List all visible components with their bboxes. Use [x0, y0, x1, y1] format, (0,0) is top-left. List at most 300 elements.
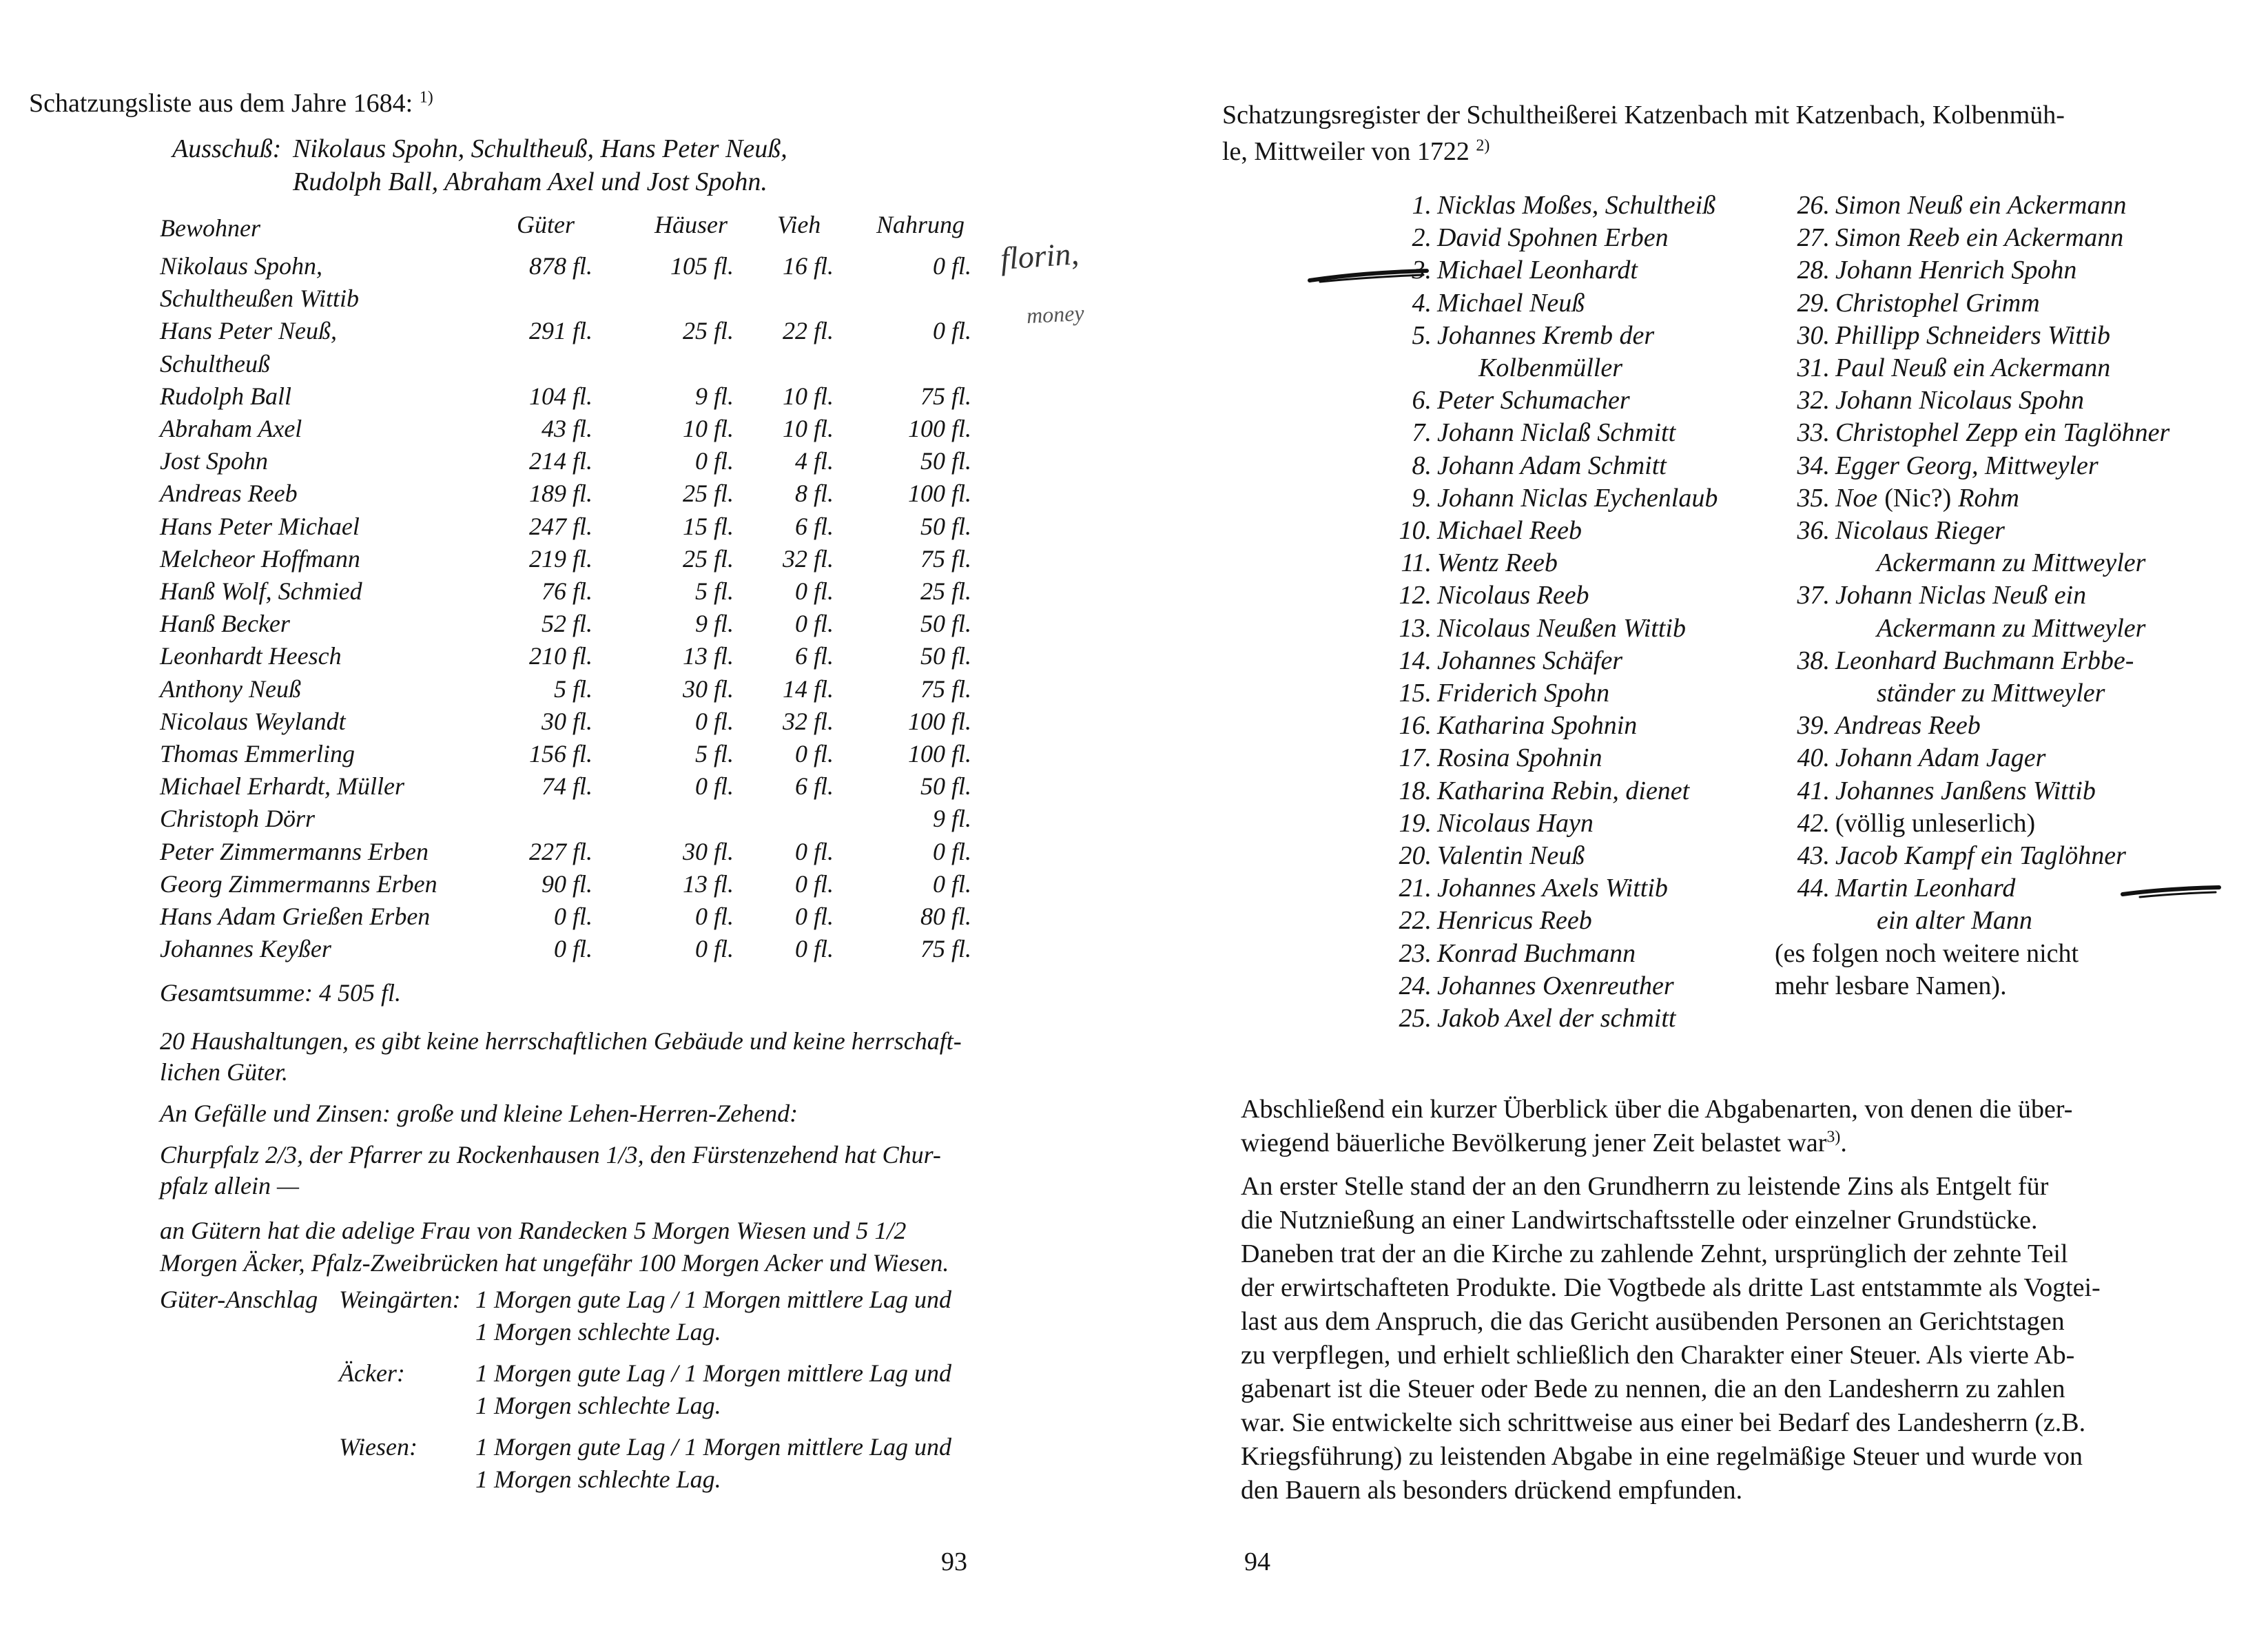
register-entry-number: 1.	[1412, 191, 1432, 220]
register-entry-number: 33.	[1797, 418, 1830, 448]
col-header-guter: Güter	[517, 211, 575, 238]
anschlag-weingarten-line-2: 1 Morgen schlechte Lag.	[475, 1318, 721, 1346]
register-entry-number: 9.	[1412, 483, 1432, 513]
table-cell-guter: 189 fl.	[528, 480, 592, 508]
summary-para-text: wiegend bäuerliche Bevölkerung jener Zeit belastet war	[1241, 1129, 1827, 1157]
table-cell-hauser: 10 fl.	[682, 415, 734, 442]
table-cell-hauser: 0 fl.	[694, 903, 734, 930]
total-sum: Gesamtsumme: 4 505 fl.	[160, 979, 401, 1007]
register-entry-text: mehr lesbare Namen).	[1775, 971, 2007, 1000]
table-cell-vieh: 16 fl.	[782, 252, 834, 280]
table-cell-hauser: 105 fl.	[670, 252, 734, 280]
register-entry-number: 18.	[1399, 776, 1432, 805]
table-cell-guter: 219 fl.	[528, 544, 592, 573]
register-entry-name	[1437, 1003, 1676, 1033]
table-cell-name: Andreas Reeb	[160, 480, 298, 508]
summary-para-line-2: wiegend bäuerliche Bevölkerung jener Zeit belastet war$^{3)}$.	[1241, 1128, 1847, 1157]
table-cell-name: Michael Erhardt, Müller	[160, 772, 404, 801]
table-cell-name: Thomas Emmerling	[160, 740, 355, 768]
table-cell-guter: 52 fl.	[541, 610, 592, 638]
ausschuss-label: Ausschuß:	[172, 134, 282, 163]
table-cell-vieh: 0 fl.	[794, 869, 834, 898]
table-cell-hauser: 5 fl.	[694, 740, 734, 768]
table-cell-vieh: 8 fl.	[794, 480, 834, 508]
levies-paragraph-line: zu verpflegen, und erhielt schließlich den Charakter einer Steuer. Als vierte Ab-	[1241, 1341, 2075, 1370]
table-cell-nahrung: 50 fl.	[920, 447, 971, 475]
register-entry-name	[1437, 418, 1676, 448]
register-entry-text: Johannes Schäfer	[1437, 646, 1623, 675]
register-entry-number: 21.	[1399, 874, 1432, 903]
table-cell-name: Georg Zimmermanns Erben	[160, 869, 437, 898]
table-cell-vieh: 32 fl.	[782, 707, 834, 735]
table-cell-guter: 74 fl.	[541, 772, 592, 801]
register-entry-name	[1877, 548, 2145, 578]
footnote-ref-1: 1)	[419, 88, 433, 107]
register-entry-number: 4.	[1412, 288, 1432, 318]
register-entry-text: Nicolaus Neußen Wittib	[1437, 613, 1686, 643]
table-cell-hauser: 0 fl.	[694, 772, 734, 801]
table-cell-name: Leonhardt Heesch	[160, 642, 342, 670]
levies-paragraph-line: die Nutznießung an einer Landwirtschaftsstelle oder einzelner Grundstücke.	[1241, 1206, 2038, 1235]
register-entry-name	[1835, 710, 1981, 741]
register-entry-number: 35.	[1797, 483, 1830, 513]
table-cell-nahrung: 100 fl.	[907, 740, 971, 768]
handwritten-note-money: money	[1026, 300, 1085, 329]
register-entry-text: Noe	[1835, 483, 1878, 513]
guetern-line-1: an Gütern hat die adelige Frau von Randecken 5 Morgen Wiesen und 5 1/2	[160, 1217, 907, 1244]
table-cell-guter: 156 fl.	[528, 740, 592, 768]
table-cell-nahrung: 100 fl.	[907, 480, 971, 508]
table-cell-hauser: 25 fl.	[682, 544, 734, 573]
anschlag-wiesen-label: Wiesen:	[339, 1433, 417, 1461]
register-entry-number: 19.	[1399, 808, 1432, 838]
register-entry-text: Johann Adam Schmitt	[1437, 451, 1667, 480]
register-entry-name	[1835, 288, 2040, 318]
table-cell-guter: 90 fl.	[541, 869, 592, 898]
register-entry-number: 8.	[1412, 451, 1432, 480]
register-entry-text: Rosina Spohnin	[1437, 743, 1602, 773]
register-entry-name	[1877, 905, 2032, 936]
table-cell-name: Christoph Dörr	[160, 805, 316, 833]
gefaelle-line: An Gefälle und Zinsen: große und kleine Lehen-Herren-Zehend:	[160, 1100, 798, 1127]
levies-paragraph-line: An erster Stelle stand der an den Grundherrn zu leistende Zins als Entgelt für	[1241, 1172, 2049, 1201]
register-entry-number: 29.	[1797, 288, 1830, 318]
register-entry-text: Nicolaus Rieger	[1835, 516, 2005, 545]
register-entry-name	[1437, 320, 1654, 351]
list-heading-1684	[29, 88, 433, 119]
register-entry-text: Leonhard Buchmann Erbbe-	[1835, 646, 2134, 675]
table-cell-vieh: 0 fl.	[794, 837, 834, 865]
levies-paragraph-line: war. Sie entwickelte sich schrittweise aus einer bei Bedarf des Landesherrn (z.B.	[1241, 1408, 2086, 1437]
table-cell-guter: 0 fl.	[553, 935, 592, 963]
register-entry-text: Johannes Axels Wittib	[1437, 874, 1668, 903]
col-header-bewohner: Bewohner	[160, 214, 260, 242]
register-entry-name	[1835, 223, 2123, 253]
table-cell-vieh: 0 fl.	[794, 903, 834, 930]
register-entry-text: Henricus Reeb	[1437, 906, 1592, 936]
register-entry-text: Katharina Spohnin	[1437, 711, 1638, 741]
levies-paragraph-line: Daneben trat der an die Kirche zu zahlende Zehnt, ursprünglich der zehnte Teil	[1241, 1239, 2068, 1268]
table-cell-name: Johannes Keyßer	[160, 935, 331, 963]
table-cell-name: Jost Spohn	[160, 447, 268, 475]
table-cell-guter: 0 fl.	[553, 903, 592, 930]
register-entry-text: Johann Niclaß Schmitt	[1437, 418, 1676, 448]
table-cell-nahrung: 50 fl.	[920, 772, 971, 801]
table-cell-guter: 878 fl.	[528, 252, 592, 280]
register-entry-name	[1437, 255, 1638, 285]
register-entry-number: 27.	[1797, 223, 1830, 253]
register-entry-name	[1835, 190, 2127, 220]
levies-paragraph-line: den Bauern als besonders drückend empfunden.	[1241, 1476, 1743, 1505]
table-cell-guter: 210 fl.	[528, 642, 592, 670]
register-entry-name	[1775, 971, 2007, 1001]
table-cell-name: Melcheor Hoffmann	[160, 544, 360, 573]
table-cell-guter: 214 fl.	[528, 447, 592, 475]
register-heading-line-1: Schatzungsregister der Schultheißerei Katzenbach mit Katzenbach, Kolbenmüh-	[1222, 101, 2065, 130]
register-entry-number: 39.	[1797, 711, 1830, 741]
register-entry-name	[1437, 190, 1715, 220]
register-entry-text: Michael Reeb	[1437, 516, 1582, 545]
handwritten-note-florin: florin,	[999, 236, 1080, 276]
churpfalz-line-2: pfalz allein —	[160, 1172, 300, 1199]
register-entry-number: 22.	[1399, 906, 1432, 936]
register-entry-text: Phillipp Schneiders Wittib	[1835, 320, 2110, 350]
table-cell-hauser: 0 fl.	[694, 447, 734, 475]
register-entry-text: (völlig unleserlich)	[1835, 808, 2036, 838]
register-entry-text: Johann Niclas Neuß ein	[1835, 581, 2087, 610]
table-cell-vieh: 6 fl.	[794, 512, 834, 540]
table-cell-name: Peter Zimmermanns Erben	[160, 837, 429, 865]
table-cell-guter: 43 fl.	[541, 415, 592, 442]
register-entry-name	[1437, 288, 1585, 318]
register-entry-text: Christophel Zepp ein Taglöhner	[1835, 418, 2170, 448]
register-entry-text: Nicolaus Reeb	[1437, 581, 1589, 610]
table-cell-name: Rudolph Ball	[160, 382, 291, 410]
table-cell-vieh: 0 fl.	[794, 577, 834, 605]
register-entry-text: Johannes Janßens Wittib	[1835, 776, 2096, 805]
register-entry-number: 36.	[1797, 516, 1830, 545]
register-entry-name	[1877, 613, 2145, 643]
register-entry-name	[1478, 353, 1622, 383]
register-entry-name	[1835, 385, 2084, 415]
table-cell-nahrung: 0 fl.	[932, 837, 971, 865]
anschlag-wiesen-line-2: 1 Morgen schlechte Lag.	[475, 1465, 721, 1493]
register-entry-text: Andreas Reeb	[1835, 711, 1981, 741]
table-cell-nahrung: 0 fl.	[932, 869, 971, 898]
register-entry-name	[1437, 710, 1637, 741]
register-entry-text: Michael Leonhardt	[1437, 256, 1638, 285]
register-entry-text: Wentz Reeb	[1437, 548, 1558, 578]
register-entry-text: Ackermann zu Mittweyler	[1877, 613, 2146, 643]
register-entry-number: 43.	[1797, 841, 1830, 870]
register-entry-name	[1437, 580, 1589, 610]
register-entry-name	[1835, 873, 2015, 903]
register-entry-name	[1437, 678, 1609, 708]
table-cell-vieh: 10 fl.	[782, 415, 834, 442]
register-entry-number: 38.	[1797, 646, 1830, 675]
register-entry-name	[1437, 646, 1622, 676]
register-entry-text: David Spohnen Erben	[1437, 223, 1669, 253]
register-entry-text: Valentin Neuß	[1437, 841, 1585, 870]
register-entry-number: 14.	[1399, 646, 1432, 675]
table-cell-vieh: 14 fl.	[782, 674, 834, 703]
table-cell-hauser: 30 fl.	[682, 837, 734, 865]
table-cell-hauser: 5 fl.	[694, 577, 734, 605]
register-heading-text: le, Mittweiler von 1722	[1222, 137, 1470, 166]
register-entry-number: 34.	[1797, 451, 1830, 480]
table-cell-guter: 104 fl.	[528, 382, 592, 410]
register-entry-number: 3.	[1412, 256, 1432, 285]
register-entry-text: Nicolaus Hayn	[1437, 808, 1594, 838]
table-cell-nahrung: 75 fl.	[920, 935, 971, 963]
register-entry-number: 17.	[1399, 743, 1432, 773]
register-entry-number: 20.	[1399, 841, 1432, 870]
register-entry-uncertain: (Nic?)	[1884, 483, 1952, 513]
table-cell-vieh: 6 fl.	[794, 642, 834, 670]
ausschuss-line-2: Rudolph Ball, Abraham Axel und Jost Spohn.	[293, 167, 767, 196]
table-cell-guter: 5 fl.	[553, 674, 592, 703]
register-entry-text: Johann Nicolaus Spohn	[1835, 386, 2084, 415]
table-cell-vieh: 4 fl.	[794, 447, 834, 475]
register-entry-name	[1835, 418, 2169, 448]
churpfalz-line-1: Churpfalz 2/3, der Pfarrer zu Rockenhausen 1/3, den Fürstenzehend hat Chur-	[160, 1141, 941, 1168]
table-cell-nahrung: 0 fl.	[932, 317, 971, 345]
households-line-1: 20 Haushaltungen, es gibt keine herrschaftlichen Gebäude und keine herrschaft-	[160, 1027, 962, 1055]
table-cell-vieh: 0 fl.	[794, 610, 834, 638]
table-cell-nahrung: 75 fl.	[920, 544, 971, 573]
register-entry-text: Katharina Rebin, dienet	[1437, 776, 1690, 805]
register-entry-number: 6.	[1412, 386, 1432, 415]
table-cell-nahrung: 50 fl.	[920, 512, 971, 540]
table-cell-hauser: 13 fl.	[682, 642, 734, 670]
register-entry-name	[1437, 385, 1630, 415]
register-entry-number: 5.	[1412, 320, 1432, 350]
register-entry-text: Egger Georg, Mittweyler	[1835, 451, 2099, 480]
table-cell-name: Hans Peter Neuß,	[160, 317, 337, 345]
register-entry-text: Michael Neuß	[1437, 288, 1585, 318]
table-cell-nahrung: 80 fl.	[920, 903, 971, 930]
register-entry-number: 30.	[1797, 320, 1830, 350]
register-entry-number: 37.	[1797, 581, 1830, 610]
register-entry-text: Jacob Kampf ein Taglöhner	[1835, 841, 2126, 870]
register-entry-number: 11.	[1401, 548, 1432, 578]
table-cell-guter: 30 fl.	[541, 707, 592, 735]
register-entry-number: 16.	[1399, 711, 1432, 741]
register-entry-name	[1437, 808, 1594, 838]
register-entry-text: Johann Adam Jager	[1835, 743, 2046, 773]
table-cell-name-cont: Schultheuß	[160, 349, 270, 378]
register-entry-name	[1835, 776, 2096, 806]
register-entry-number: 42.	[1797, 808, 1830, 838]
table-cell-vieh: 32 fl.	[782, 544, 834, 573]
table-cell-nahrung: 9 fl.	[932, 805, 971, 833]
table-cell-name: Hanß Wolf, Schmied	[160, 577, 362, 605]
register-entry-text: Johannes Oxenreuther	[1437, 971, 1674, 1000]
register-heading-line-2	[1222, 136, 1489, 167]
table-cell-nahrung: 100 fl.	[907, 707, 971, 735]
page-number-94: 94	[1244, 1547, 1270, 1576]
table-cell-nahrung: 50 fl.	[920, 642, 971, 670]
levies-paragraph-line: gabenart ist die Steuer oder Bede zu nennen, die an den Landesherrn zu zahlen	[1241, 1374, 2065, 1403]
register-entry-text: Johannes Kremb der	[1437, 320, 1655, 350]
table-cell-hauser: 30 fl.	[682, 674, 734, 703]
table-cell-guter: 247 fl.	[528, 512, 592, 540]
table-cell-hauser: 9 fl.	[694, 382, 734, 410]
table-cell-nahrung: 50 fl.	[920, 610, 971, 638]
table-cell-hauser: 0 fl.	[694, 707, 734, 735]
register-entry-name	[1835, 841, 2126, 871]
levies-paragraph-line: last aus dem Anspruch, die das Gericht ausübenden Personen an Gerichtstagen	[1241, 1307, 2065, 1336]
register-entry-number: 44.	[1797, 874, 1830, 903]
col-header-vieh: Vieh	[777, 211, 821, 238]
table-cell-name-cont: Schultheußen Wittib	[160, 285, 359, 313]
households-line-2: lichen Güter.	[160, 1058, 288, 1086]
anschlag-acker-line-1: 1 Morgen gute Lag / 1 Morgen mittlere Lag und	[475, 1359, 951, 1387]
register-entry-text: Ackermann zu Mittweyler	[1877, 548, 2146, 578]
register-entry-name	[1437, 905, 1592, 936]
register-entry-name	[1835, 255, 2076, 285]
register-entry-name	[1835, 515, 2005, 546]
footnote-ref-3: 3)	[1826, 1128, 1841, 1146]
anschlag-weingarten-label: Weingärten:	[339, 1286, 461, 1313]
table-cell-hauser: 25 fl.	[682, 480, 734, 508]
register-entry-text: Christophel Grimm	[1835, 288, 2040, 318]
register-entry-text: Jakob Axel der schmitt	[1437, 1004, 1676, 1033]
register-entry-text: Nicklas Moßes, Schultheiß	[1437, 191, 1716, 220]
register-entry-number: 24.	[1399, 971, 1432, 1000]
register-entry-name	[1437, 776, 1689, 806]
register-entry-name	[1437, 483, 1718, 513]
table-cell-name: Anthony Neuß	[160, 674, 301, 703]
table-cell-hauser: 9 fl.	[694, 610, 734, 638]
table-cell-vieh: 22 fl.	[782, 317, 834, 345]
register-entry-name	[1835, 580, 2086, 610]
levies-paragraph-line: Kriegsführung) zu leistenden Abgabe in eine regelmäßige Steuer und wurde von	[1241, 1442, 2083, 1471]
anschlag-weingarten-line-1: 1 Morgen gute Lag / 1 Morgen mittlere Lag und	[475, 1286, 951, 1313]
register-entry-number: 12.	[1399, 581, 1432, 610]
table-cell-name: Hans Adam Grießen Erben	[160, 903, 431, 930]
register-entry-number: 15.	[1399, 679, 1432, 708]
table-cell-nahrung: 75 fl.	[920, 382, 971, 410]
register-entry-text: Johann Niclas Eychenlaub	[1437, 483, 1718, 513]
table-cell-guter: 291 fl.	[528, 317, 592, 345]
register-entry-name	[1437, 743, 1602, 773]
register-entry-number: 23.	[1399, 938, 1432, 968]
table-cell-vieh: 10 fl.	[782, 382, 834, 410]
register-entry-text: Johann Henrich Spohn	[1835, 256, 2077, 285]
anschlag-acker-label: Äcker:	[339, 1359, 405, 1387]
register-entry-number: 13.	[1399, 613, 1432, 643]
register-entry-name	[1437, 451, 1667, 481]
register-entry-name	[1775, 938, 2079, 969]
register-entry-text: (es folgen noch weitere nicht	[1775, 938, 2079, 968]
col-header-hauser: Häuser	[654, 211, 728, 238]
table-cell-nahrung: 100 fl.	[907, 415, 971, 442]
register-entry-number: 26.	[1797, 191, 1830, 220]
table-cell-hauser: 25 fl.	[682, 317, 734, 345]
register-entry-number: 7.	[1412, 418, 1432, 448]
register-entry-text: Paul Neuß ein Ackermann	[1835, 353, 2111, 382]
register-entry-number: 2.	[1412, 223, 1432, 253]
register-entry-text: Friderich Spohn	[1437, 679, 1610, 708]
register-entry-text: ständer zu Mittweyler	[1877, 679, 2105, 708]
register-entry-number: 28.	[1797, 256, 1830, 285]
levies-paragraph-line: der erwirtschafteten Produkte. Die Vogtbede als dritte Last entstammte als Vogtei-	[1241, 1273, 2101, 1302]
register-entry-name	[1437, 515, 1582, 546]
register-entry-number: 10.	[1399, 516, 1432, 545]
table-cell-vieh: 0 fl.	[794, 740, 834, 768]
register-entry-number: 25.	[1399, 1004, 1432, 1033]
register-entry-name	[1437, 548, 1558, 578]
table-cell-name: Nikolaus Spohn,	[160, 252, 323, 280]
register-entry-name	[1835, 320, 2110, 351]
register-entry-number: 31.	[1797, 353, 1830, 382]
register-entry-text: ein alter Mann	[1877, 906, 2032, 936]
footnote-ref-2: 2)	[1476, 136, 1490, 155]
pen-arrow-mark-right	[2119, 882, 2223, 903]
register-entry-number: 40.	[1797, 743, 1830, 773]
register-entry-text: Martin Leonhard	[1835, 874, 2016, 903]
anschlag-label: Güter-Anschlag	[160, 1286, 318, 1313]
register-entry-text: Simon Neuß ein Ackermann	[1835, 191, 2127, 220]
col-header-nahrung: Nahrung	[876, 211, 965, 238]
table-cell-hauser: 15 fl.	[682, 512, 734, 540]
register-entry-name	[1835, 451, 2099, 481]
register-entry-number: 41.	[1797, 776, 1830, 805]
register-entry-name	[1437, 873, 1668, 903]
register-entry-text: Simon Reeb ein Ackermann	[1835, 223, 2124, 253]
register-entry-name	[1835, 808, 2035, 838]
table-cell-nahrung: 25 fl.	[920, 577, 971, 605]
register-entry-name	[1437, 971, 1674, 1001]
table-cell-name: Hanß Becker	[160, 610, 290, 638]
register-entry-text: Konrad Buchmann	[1437, 938, 1636, 968]
register-entry-name	[1835, 483, 2019, 513]
register-entry-name	[1437, 841, 1585, 871]
register-entry-text-cont: Rohm	[1958, 483, 2019, 513]
table-cell-name: Abraham Axel	[160, 415, 302, 442]
register-entry-name	[1835, 353, 2110, 383]
page-number-93: 93	[941, 1547, 967, 1576]
register-entry-name	[1437, 938, 1636, 969]
register-entry-text: Kolbenmüller	[1478, 353, 1622, 382]
table-cell-guter: 227 fl.	[528, 837, 592, 865]
register-entry-text: Peter Schumacher	[1437, 386, 1630, 415]
table-cell-vieh: 0 fl.	[794, 935, 834, 963]
pen-arrow-mark-left	[1306, 265, 1430, 286]
register-entry-name	[1835, 646, 2134, 676]
anschlag-acker-line-2: 1 Morgen schlechte Lag.	[475, 1392, 721, 1419]
guetern-line-2: Morgen Äcker, Pfalz-Zweibrücken hat ungefähr 100 Morgen Acker und Wiesen.	[160, 1249, 949, 1277]
register-entry-name	[1437, 223, 1669, 253]
table-cell-hauser: 13 fl.	[682, 869, 734, 898]
ausschuss-line-1: Nikolaus Spohn, Schultheuß, Hans Peter Neuß,	[293, 134, 787, 163]
table-cell-nahrung: 0 fl.	[932, 252, 971, 280]
table-cell-guter: 76 fl.	[541, 577, 592, 605]
register-entry-name	[1877, 678, 2105, 708]
page-94	[1134, 0, 2268, 1648]
summary-para-line-1: Abschließend ein kurzer Überblick über die Abgabenarten, von denen die über-	[1241, 1095, 2073, 1124]
table-cell-name: Hans Peter Michael	[160, 512, 360, 540]
table-cell-name: Nicolaus Weylandt	[160, 707, 346, 735]
register-entry-name	[1437, 613, 1686, 643]
heading-text: Schatzungsliste aus dem Jahre 1684:	[29, 89, 413, 118]
register-entry-name	[1835, 743, 2045, 773]
anschlag-wiesen-line-1: 1 Morgen gute Lag / 1 Morgen mittlere Lag und	[475, 1433, 951, 1461]
table-cell-hauser: 0 fl.	[694, 935, 734, 963]
table-cell-vieh: 6 fl.	[794, 772, 834, 801]
table-cell-nahrung: 75 fl.	[920, 674, 971, 703]
